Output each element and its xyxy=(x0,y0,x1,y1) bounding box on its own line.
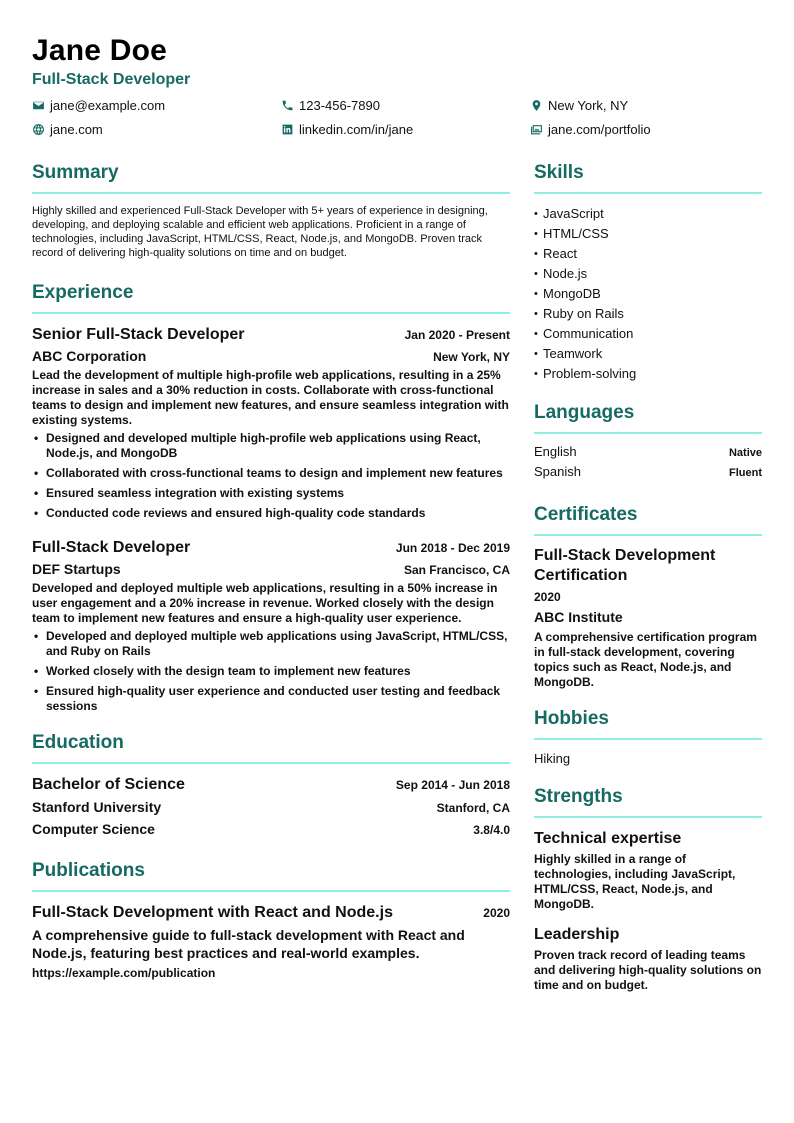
strength-description: Highly skilled in a range of technologies, including JavaScript, HTML/CSS, React, Node.js, and MongoDB. xyxy=(534,852,736,911)
job-location: San Francisco, CA xyxy=(403,563,510,577)
candidate-role: Full-Stack Developer xyxy=(32,71,191,88)
certificate-issuer: ABC Institute xyxy=(534,609,623,625)
job-date: Jun 2018 - Dec 2019 xyxy=(395,541,510,555)
strength-title: Leadership xyxy=(534,926,620,943)
list-item: • Node.js xyxy=(534,264,762,284)
skills-list xyxy=(534,204,762,384)
section-title: Certificates xyxy=(534,502,762,536)
list-item: • Ensured high-quality user experience and conducted user testing and feedback sessions xyxy=(32,684,510,714)
email-icon xyxy=(32,99,45,112)
education-entry xyxy=(32,774,510,840)
linkedin-icon xyxy=(281,123,294,136)
section-title: Languages xyxy=(534,400,762,434)
job-entry xyxy=(32,324,510,521)
list-item: • Ruby on Rails xyxy=(534,304,762,324)
certificate-year: 2020 xyxy=(534,590,561,604)
list-item: • Collaborated with cross-functional teams to design and implement new features xyxy=(32,466,510,481)
contact-website-text: jane.com xyxy=(50,121,103,137)
job-company: ABC Corporation xyxy=(32,348,147,364)
list-item xyxy=(534,464,762,484)
job-entry xyxy=(32,537,510,714)
contact-list xyxy=(32,96,762,138)
publication-link[interactable]: https://example.com/publication xyxy=(32,966,216,980)
job-title: Senior Full-Stack Developer xyxy=(32,326,245,343)
contact-location-text: New York, NY xyxy=(548,97,629,113)
list-item xyxy=(534,444,762,464)
right-column xyxy=(534,160,762,1005)
list-item: • Problem-solving xyxy=(534,364,762,384)
publication-title: Full-Stack Development with React and Node.js xyxy=(32,904,393,921)
job-date: Jan 2020 - Present xyxy=(404,328,510,342)
hobbies-section xyxy=(534,706,762,768)
list-item: • React xyxy=(534,244,762,264)
strength-description: Proven track record of leading teams and delivering high-quality solutions on time and on budget. xyxy=(534,948,762,992)
strength-title: Technical expertise xyxy=(534,830,682,847)
section-title: Hobbies xyxy=(534,706,762,740)
education-section xyxy=(32,730,510,840)
skills-section xyxy=(534,160,762,384)
candidate-name: Jane Doe xyxy=(32,34,167,67)
contact-phone[interactable] xyxy=(281,96,530,114)
contact-linkedin[interactable] xyxy=(281,120,530,138)
section-title: Experience xyxy=(32,280,510,314)
section-title: Strengths xyxy=(534,784,762,818)
location-icon xyxy=(530,99,543,112)
gpa: 3.8/4.0 xyxy=(473,823,510,837)
contact-email[interactable] xyxy=(32,96,281,114)
portfolio-icon xyxy=(530,123,543,136)
job-location: New York, NY xyxy=(433,350,510,364)
contact-website[interactable] xyxy=(32,120,281,138)
languages-section xyxy=(534,400,762,484)
section-title: Education xyxy=(32,730,510,764)
list-item: • Worked closely with the design team to implement new features xyxy=(32,664,510,679)
list-item: • HTML/CSS xyxy=(534,224,762,244)
field-of-study: Computer Science xyxy=(32,821,155,837)
contact-portfolio-text: jane.com/portfolio xyxy=(548,121,651,137)
education-date: Sep 2014 - Jun 2018 xyxy=(395,778,510,792)
list-item: • Communication xyxy=(534,324,762,344)
list-item: • Developed and deployed multiple web applications using JavaScript, HTML/CSS, and Ruby on Rails xyxy=(32,629,510,659)
globe-icon xyxy=(32,123,45,136)
contact-email-text: jane@example.com xyxy=(50,97,166,113)
phone-icon xyxy=(281,99,294,112)
language-name: English xyxy=(534,444,577,459)
job-description: Lead the development of multiple high-profile web applications, resulting in a 25% increase in sales and a 30% reduction in costs. Collaborate with cross-functional teams to design and implement new features, and ensure seamless integration with existing systems. xyxy=(32,368,509,427)
language-level: Fluent xyxy=(729,467,762,479)
section-title: Publications xyxy=(32,858,510,892)
certificate-name: Full-Stack Development Certification xyxy=(534,547,716,584)
summary-section xyxy=(32,160,510,260)
publication-year: 2020 xyxy=(483,906,510,920)
list-item: • Designed and developed multiple high-profile web applications using React, Node.js, and MongoDB xyxy=(32,431,510,461)
publications-section xyxy=(32,858,510,981)
contact-phone-text: 123-456-7890 xyxy=(299,97,380,113)
certificate-description: A comprehensive certification program in full-stack development, covering topics such as React, Node.js, and MongoDB. xyxy=(534,630,757,689)
degree: Bachelor of Science xyxy=(32,776,185,793)
section-title: Summary xyxy=(32,160,510,194)
job-company: DEF Startups xyxy=(32,561,121,577)
list-item: • JavaScript xyxy=(534,204,762,224)
resume-header xyxy=(32,34,762,138)
experience-section xyxy=(32,280,510,714)
languages-list xyxy=(534,444,762,484)
strengths-section xyxy=(534,784,762,993)
section-title: Skills xyxy=(534,160,762,194)
job-bullets xyxy=(32,629,510,714)
list-item: • Ensured seamless integration with existing systems xyxy=(32,486,510,501)
list-item: • Conducted code reviews and ensured high-quality code standards xyxy=(32,506,510,521)
certificates-section xyxy=(534,502,762,690)
job-description: Developed and deployed multiple web applications, resulting in a 50% increase in user engagement and a 20% increase in revenue. Worked closely with the design team to implement new features and ensure a high-quality user experience. xyxy=(32,581,498,625)
publication-description: A comprehensive guide to full-stack development with React and Node.js, featuring best practices and real-world examples. xyxy=(32,927,465,961)
left-column xyxy=(32,160,510,981)
contact-location[interactable] xyxy=(530,96,762,114)
summary-text: Highly skilled and experienced Full-Stack Developer with 5+ years of experience in designing, developing, and deploying scalable and efficient web applications. Proficient in a range of technologies, including JavaScript, HTML/CSS, React, Node.js, and MongoDB. Proven track record of delivering high-quality solutions on time and on budget. xyxy=(32,205,488,259)
list-item: • MongoDB xyxy=(534,284,762,304)
education-location: Stanford, CA xyxy=(436,801,510,815)
job-bullets xyxy=(32,431,510,521)
list-item: • Teamwork xyxy=(534,344,762,364)
language-level: Native xyxy=(728,447,762,459)
language-name: Spanish xyxy=(534,464,581,479)
contact-linkedin-text: linkedin.com/in/jane xyxy=(299,121,414,137)
list-item: Hiking xyxy=(534,751,571,766)
school: Stanford University xyxy=(32,799,162,815)
contact-portfolio[interactable] xyxy=(530,120,762,138)
job-title: Full-Stack Developer xyxy=(32,539,191,556)
